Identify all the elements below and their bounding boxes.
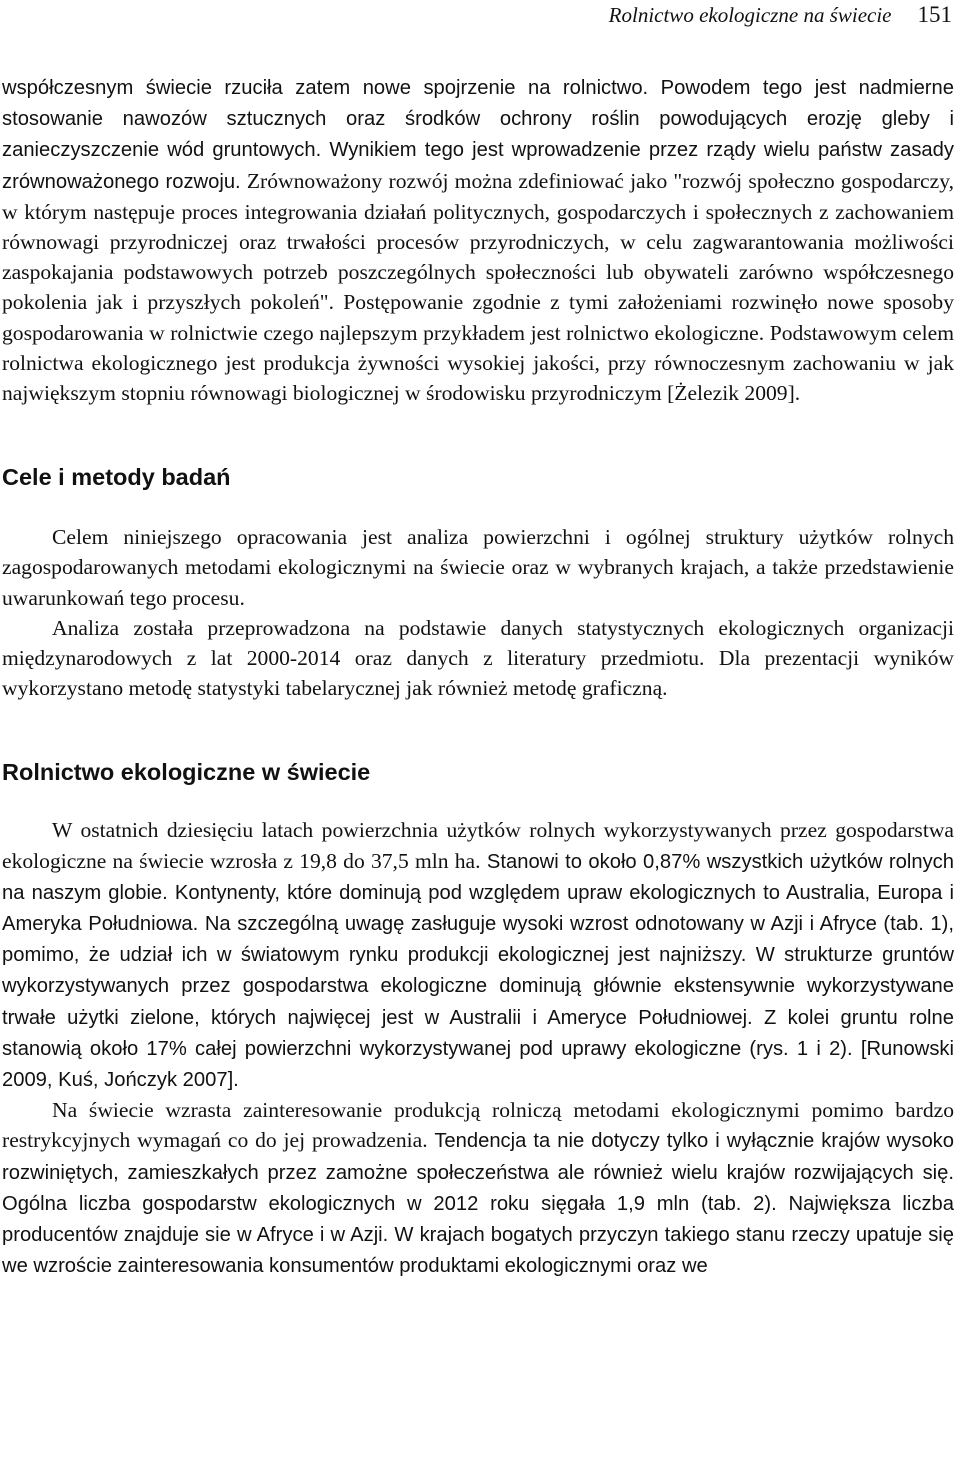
page-number: 151 bbox=[917, 2, 952, 27]
organic-interest-trend-text: Tendencja ta nie dotyczy tylko i wyłącznie krajów wysoko rozwiniętych, zamieszkałych przez zamożne społeczeństwa ale również wielu krajów rozwijających się. Ogólna liczba gospodarstw ekologicznych w 2012 roku sięgała 1,9 mln (tab. 2). Największa liczba producentów znajduje sie w Afryce i w Azji. W krajach bogatych przyczyn takiego stanu rzeczy upatuje się we wzroście zainteresowania konsumentów produktami ekologicznymi oraz we bbox=[2, 1130, 954, 1278]
running-header bbox=[609, 2, 952, 28]
page-content bbox=[2, 72, 954, 1282]
organic-interest-text: Na świecie wzrasta zainteresowanie produkcją rolniczą metodami ekologicznymi pomimo bardzo restrykcyjnych wymagań co do jej prowadzenia. bbox=[2, 1098, 954, 1153]
organic-area-continents-text: Kontynenty, które dominują pod względem upraw ekologicznych to Australia, Europa i Ameryka Południowa. Na szczególną uwagę zasługuje wysoki wzrost odnotowany w Azji i Afryce (tab. 1), pomimo, że udział ich w światowym rynku produkcji ekologicznej jest najniższy. W strukturze gruntów wykorzystywanych przez gospodarstwa ekologiczne dominują głównie ekstensywnie wykorzystywane trwałe użytki zielone, których najwięcej jest w Australii i Ameryce Południowej. Z kolei gruntu rolne stanowią około 17% całej powierzchni wykorzystywanej pod uprawy ekologiczne (rys. 1 i 2). [Runowski 2009, Kuś, Jończyk 2007]. bbox=[2, 881, 955, 1092]
methods-paragraph: Analiza została przeprowadzona na podstawie danych statystycznych ekologicznych organizacji międzynarodowych z lat 2000-2014 oraz danych z literatury przedmiotu. Dla prezentacji wyników wykorzystano metodę statystyki tabelarycznej jak również metodę graficzną. bbox=[2, 615, 954, 701]
intro-paragraph-text: Zrównoważony rozwój można zdefiniować jako "rozwój społeczno gospodarczy, w którym następuje proces integrowania działań politycznych, gospodarczych i społecznych z zachowaniem równowagi przyrodniczej oraz trwałości procesów przyrodniczych, w celu zagwarantowania możliwości zaspokajania podstawowych potrzeb poszczególnych społeczności lub obywateli zarówno współczesnego pokolenia jak i przyszłych pokoleń". Postępowanie zgodnie z tymi założeniami rozwinęło nowe sposoby gospodarowania w rolnictwie czego najlepszym przykładem jest rolnictwo ekologiczne. Podstawowym celem rolnictwa ekologicznego jest produkcja żywności wysokiej jakości, przy równoczesnym zachowaniu w jak największym stopniu równowagi biologicznej w środowisku przyrodniczym [Żelezik 2009]. bbox=[2, 168, 954, 406]
organic-area-paragraph bbox=[2, 815, 954, 1095]
organic-area-text: W ostatnich dziesięciu latach powierzchnia użytków rolnych wykorzystywanych przez gospodarstwa ekologiczne na świecie wzrosła z 19,8 do 37,5 mln ha. bbox=[2, 818, 954, 873]
organic-area-share-text: Stanowi to około 0,87% wszystkich użytków rolnych na naszym globie. bbox=[2, 850, 954, 904]
organic-interest-paragraph bbox=[2, 1095, 954, 1281]
intro-paragraph bbox=[2, 72, 954, 408]
section-heading-organic-farming-world: Rolnictwo ekologiczne w świecie bbox=[2, 759, 371, 786]
goals-paragraph: Celem niniejszego opracowania jest analiza powierzchni i ogólnej struktury użytków rolnych zagospodarowanych metodami ekologicznymi na świecie oraz w wybranych krajach, a także przedstawienie uwarunkowań tego procesu. bbox=[2, 525, 954, 610]
section-heading-goals-methods: Cele i metody badań bbox=[2, 464, 231, 491]
running-title: Rolnictwo ekologiczne na świecie bbox=[608, 3, 892, 27]
intro-paragraph-sans-text: współczesnym świecie rzuciła zatem nowe spojrzenie na rolnictwo. Powodem tego jest nadmierne stosowanie nawozów sztucznych oraz środków ochrony roślin powodujących erozję gleby i zanieczyszczenie wód gruntowych. Wynikiem tego jest wprowadzenie przez rządy wielu państw zasady zrównoważonego rozwoju. bbox=[2, 77, 954, 193]
